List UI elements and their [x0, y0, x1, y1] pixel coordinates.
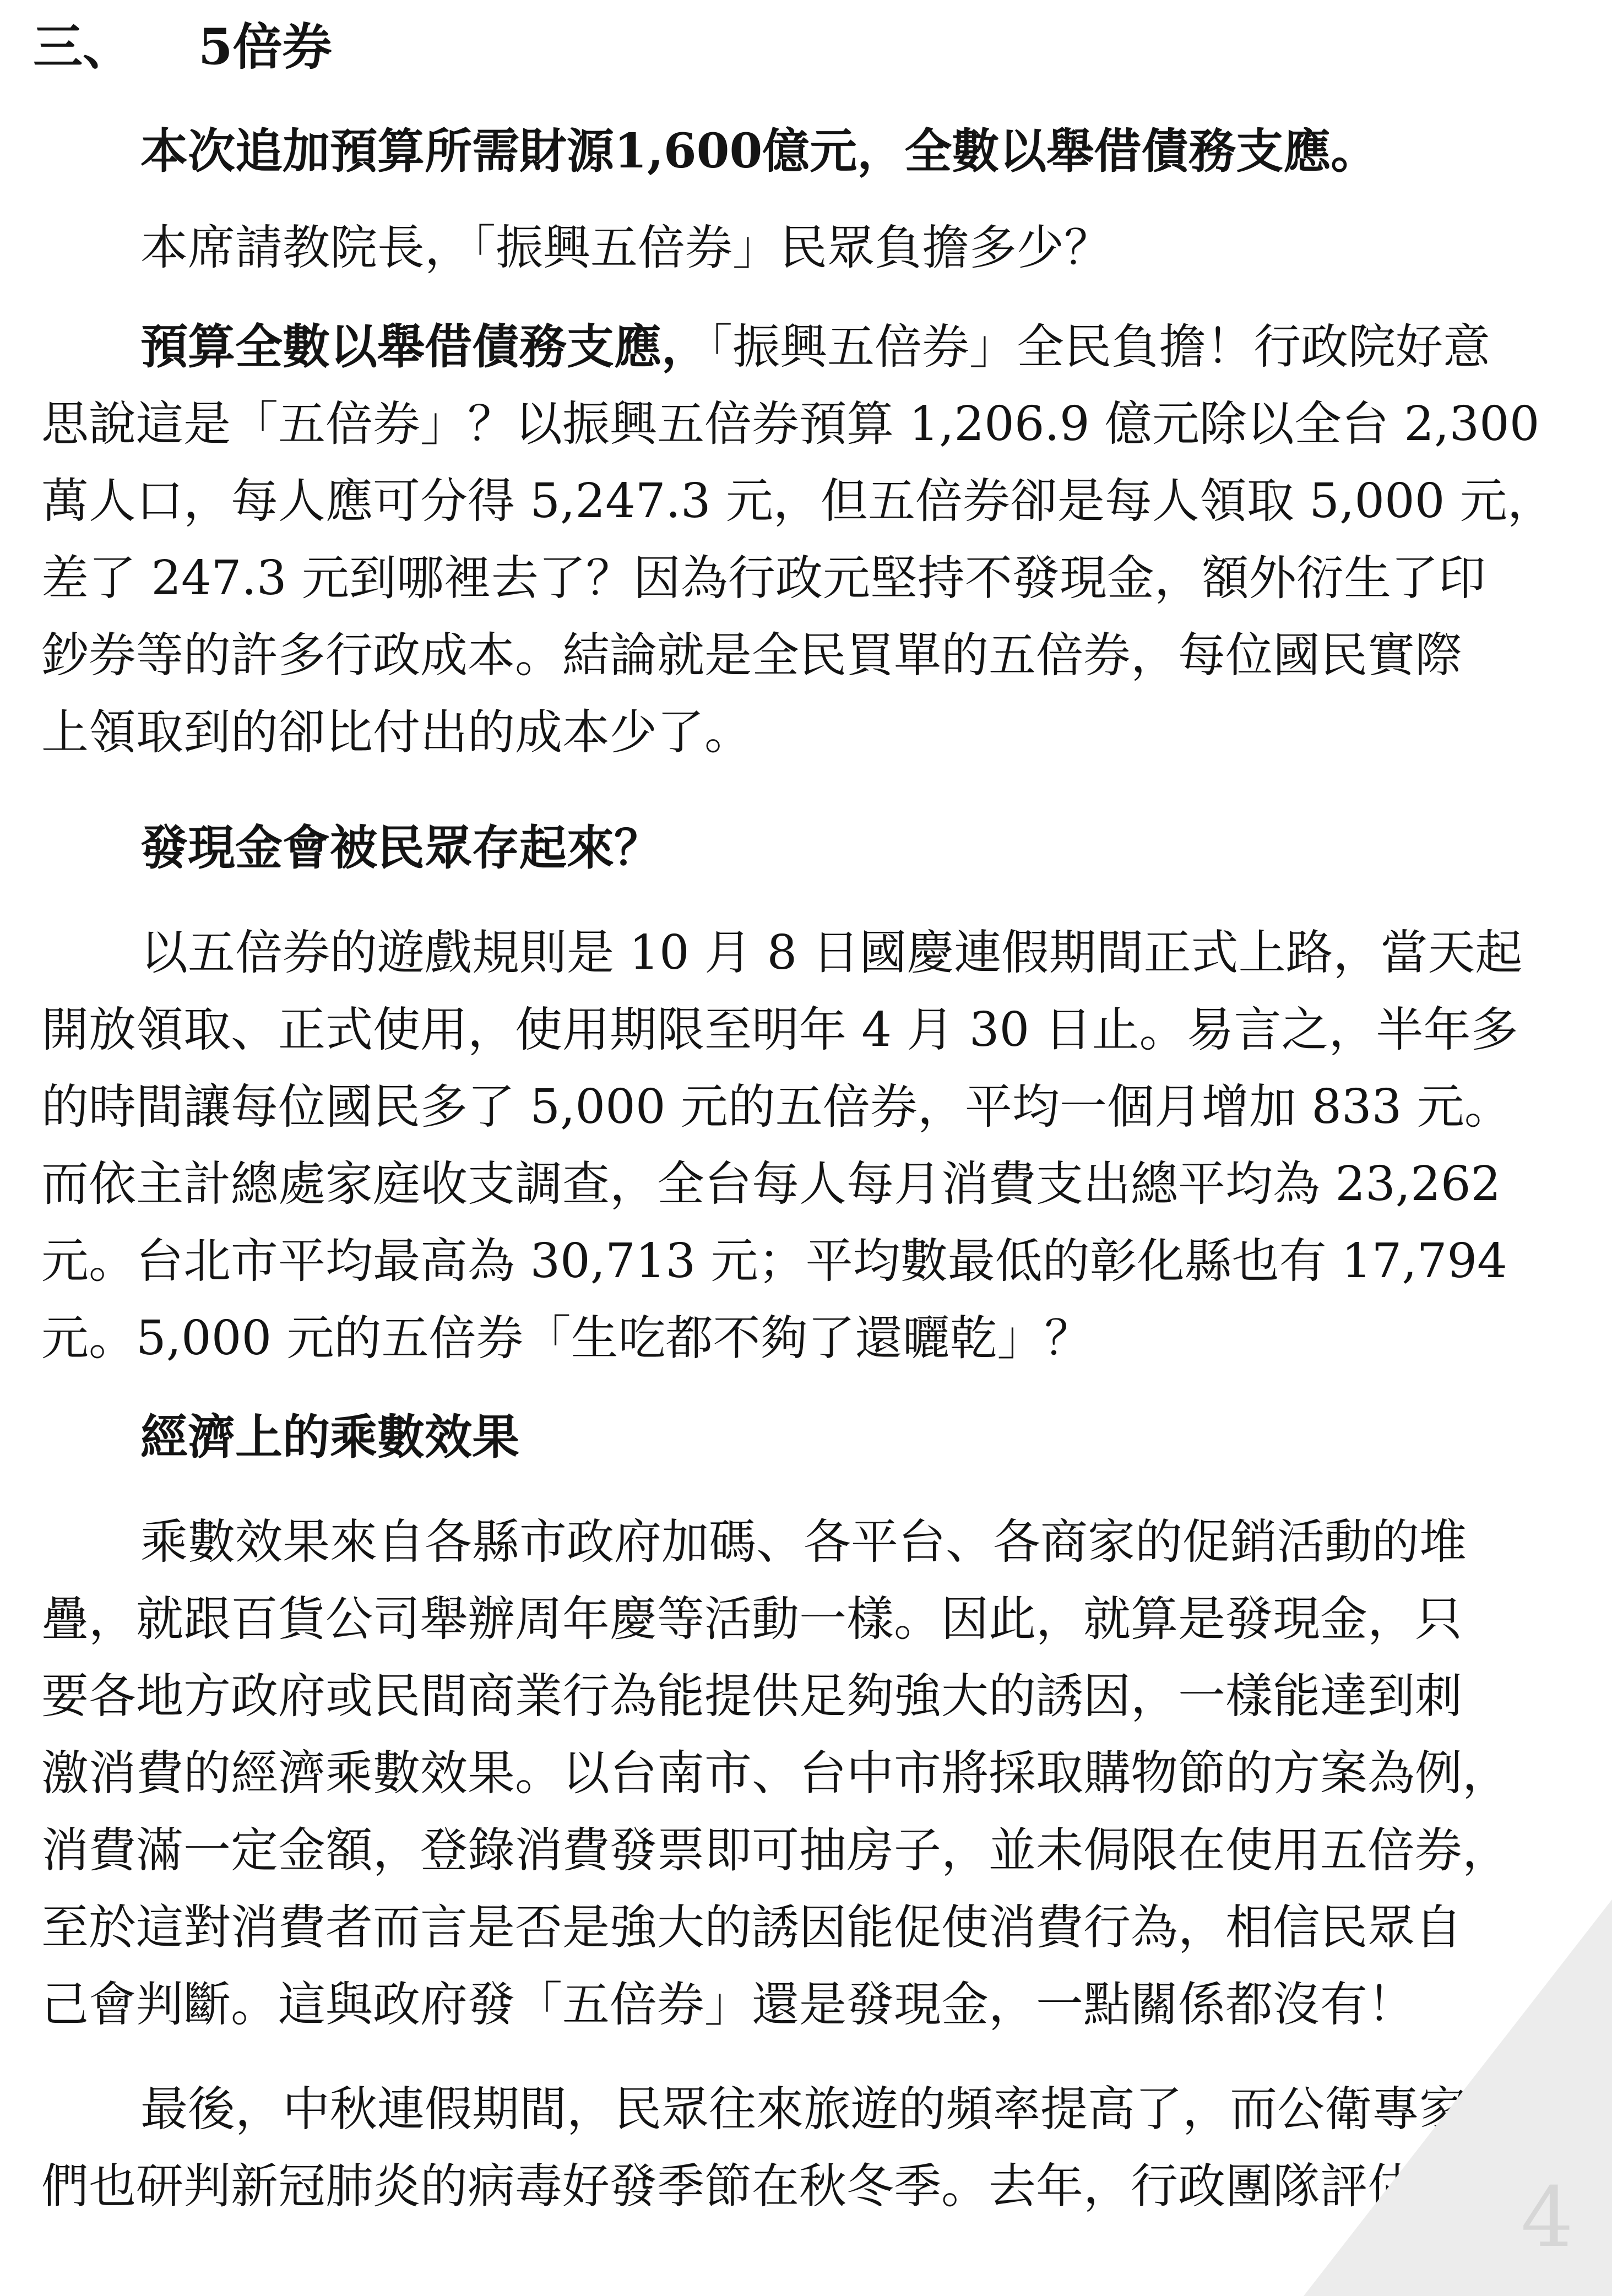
paragraph-3-line-7: 己會判斷。這與政府發「五倍券」還是發現金，一點關係都沒有！ — [41, 1977, 1415, 2032]
paragraph-1-line-5: 鈔券等的許多行政成本。結論就是全民買單的五倍券，每位國民實際 — [41, 628, 1462, 683]
paragraph-3-line-5: 消費滿一定金額，登錄消費發票即可抽房子，並未侷限在使用五倍券， — [41, 1823, 1510, 1878]
page-number: 4 — [1521, 2170, 1573, 2266]
paragraph-2-line-5: 元。台北市平均最高為 30,713 元；平均數最低的彰化縣也有 17,794 — [41, 1234, 1507, 1289]
section-marker: 三、 — [33, 18, 132, 76]
paragraph-1-line-6: 上領取到的卻比付出的成本少了。 — [41, 705, 752, 760]
paragraph-2-line-1: 以五倍券的遊戲規則是 10 月 8 日國慶連假期間正式上路，當天起 — [140, 925, 1523, 980]
question-paragraph: 本席請教院長，「振興五倍券」民眾負擔多少？ — [140, 220, 1111, 275]
paragraph-3-line-2: 疊，就跟百貨公司舉辦周年慶等活動一樣。因此，就算是發現金，只 — [41, 1592, 1462, 1647]
paragraph-4-line-2: 們也研判新冠肺炎的病毒好發季節在秋冬季。去年，行政團隊評估疫 — [41, 2159, 1462, 2214]
paragraph-2-line-4: 而依主計總處家庭收支調查，全台每人每月消費支出總平均為 23,262 — [41, 1157, 1501, 1212]
paragraph-3-line-3: 要各地方政府或民間商業行為能提供足夠強大的誘因，一樣能達到刺 — [41, 1669, 1462, 1724]
paragraph-3-line-4: 激消費的經濟乘數效果。以台南市、台中市將採取購物節的方案為例， — [41, 1746, 1510, 1801]
paragraph-1-line-4: 差了 247.3 元到哪裡去了？因為行政元堅持不發現金，額外衍生了印 — [41, 551, 1486, 606]
subheading-multiplier-effect: 經濟上的乘數效果 — [140, 1409, 519, 1465]
budget-statement: 本次追加預算所需財源1,600億元，全數以舉借債務支應。 — [140, 123, 1378, 179]
paragraph-3-line-6: 至於這對消費者而言是否是強大的誘因能促使消費行為，相信民眾自 — [41, 1900, 1462, 1955]
paragraph-1-bold-lead: 預算全數以舉借債務支應， — [140, 319, 709, 374]
section-title: 5倍券 — [198, 18, 332, 76]
paragraph-1-line-2: 思說這是「五倍券」？以振興五倍券預算 1,206.9 億元除以全台 2,300 — [41, 397, 1540, 452]
paragraph-4-line-1: 最後，中秋連假期間，民眾往來旅遊的頻率提高了，而公衛專家 — [140, 2082, 1467, 2137]
paragraph-2-line-2: 開放領取、正式使用，使用期限至明年 4 月 30 日止。易言之，半年多 — [41, 1002, 1518, 1057]
paragraph-1-line-1-text: 「振興五倍券」全民負擔！行政院好意 — [709, 319, 1490, 374]
section-heading — [33, 19, 332, 74]
paragraph-1-line-1 — [140, 319, 1490, 374]
paragraph-1-line-3: 萬人口，每人應可分得 5,247.3 元，但五倍券卻是每人領取 5,000 元， — [41, 474, 1555, 529]
paragraph-2-line-3: 的時間讓每位國民多了 5,000 元的五倍券，平均一個月增加 833 元。 — [41, 1079, 1512, 1135]
subheading-cash-saving: 發現金會被民眾存起來？ — [140, 820, 661, 876]
paragraph-2-line-6: 元。5,000 元的五倍券「生吃都不夠了還曬乾」？ — [41, 1311, 1092, 1366]
paragraph-3-line-1: 乘數效果來自各縣市政府加碼、各平台、各商家的促銷活動的堆 — [140, 1515, 1467, 1570]
